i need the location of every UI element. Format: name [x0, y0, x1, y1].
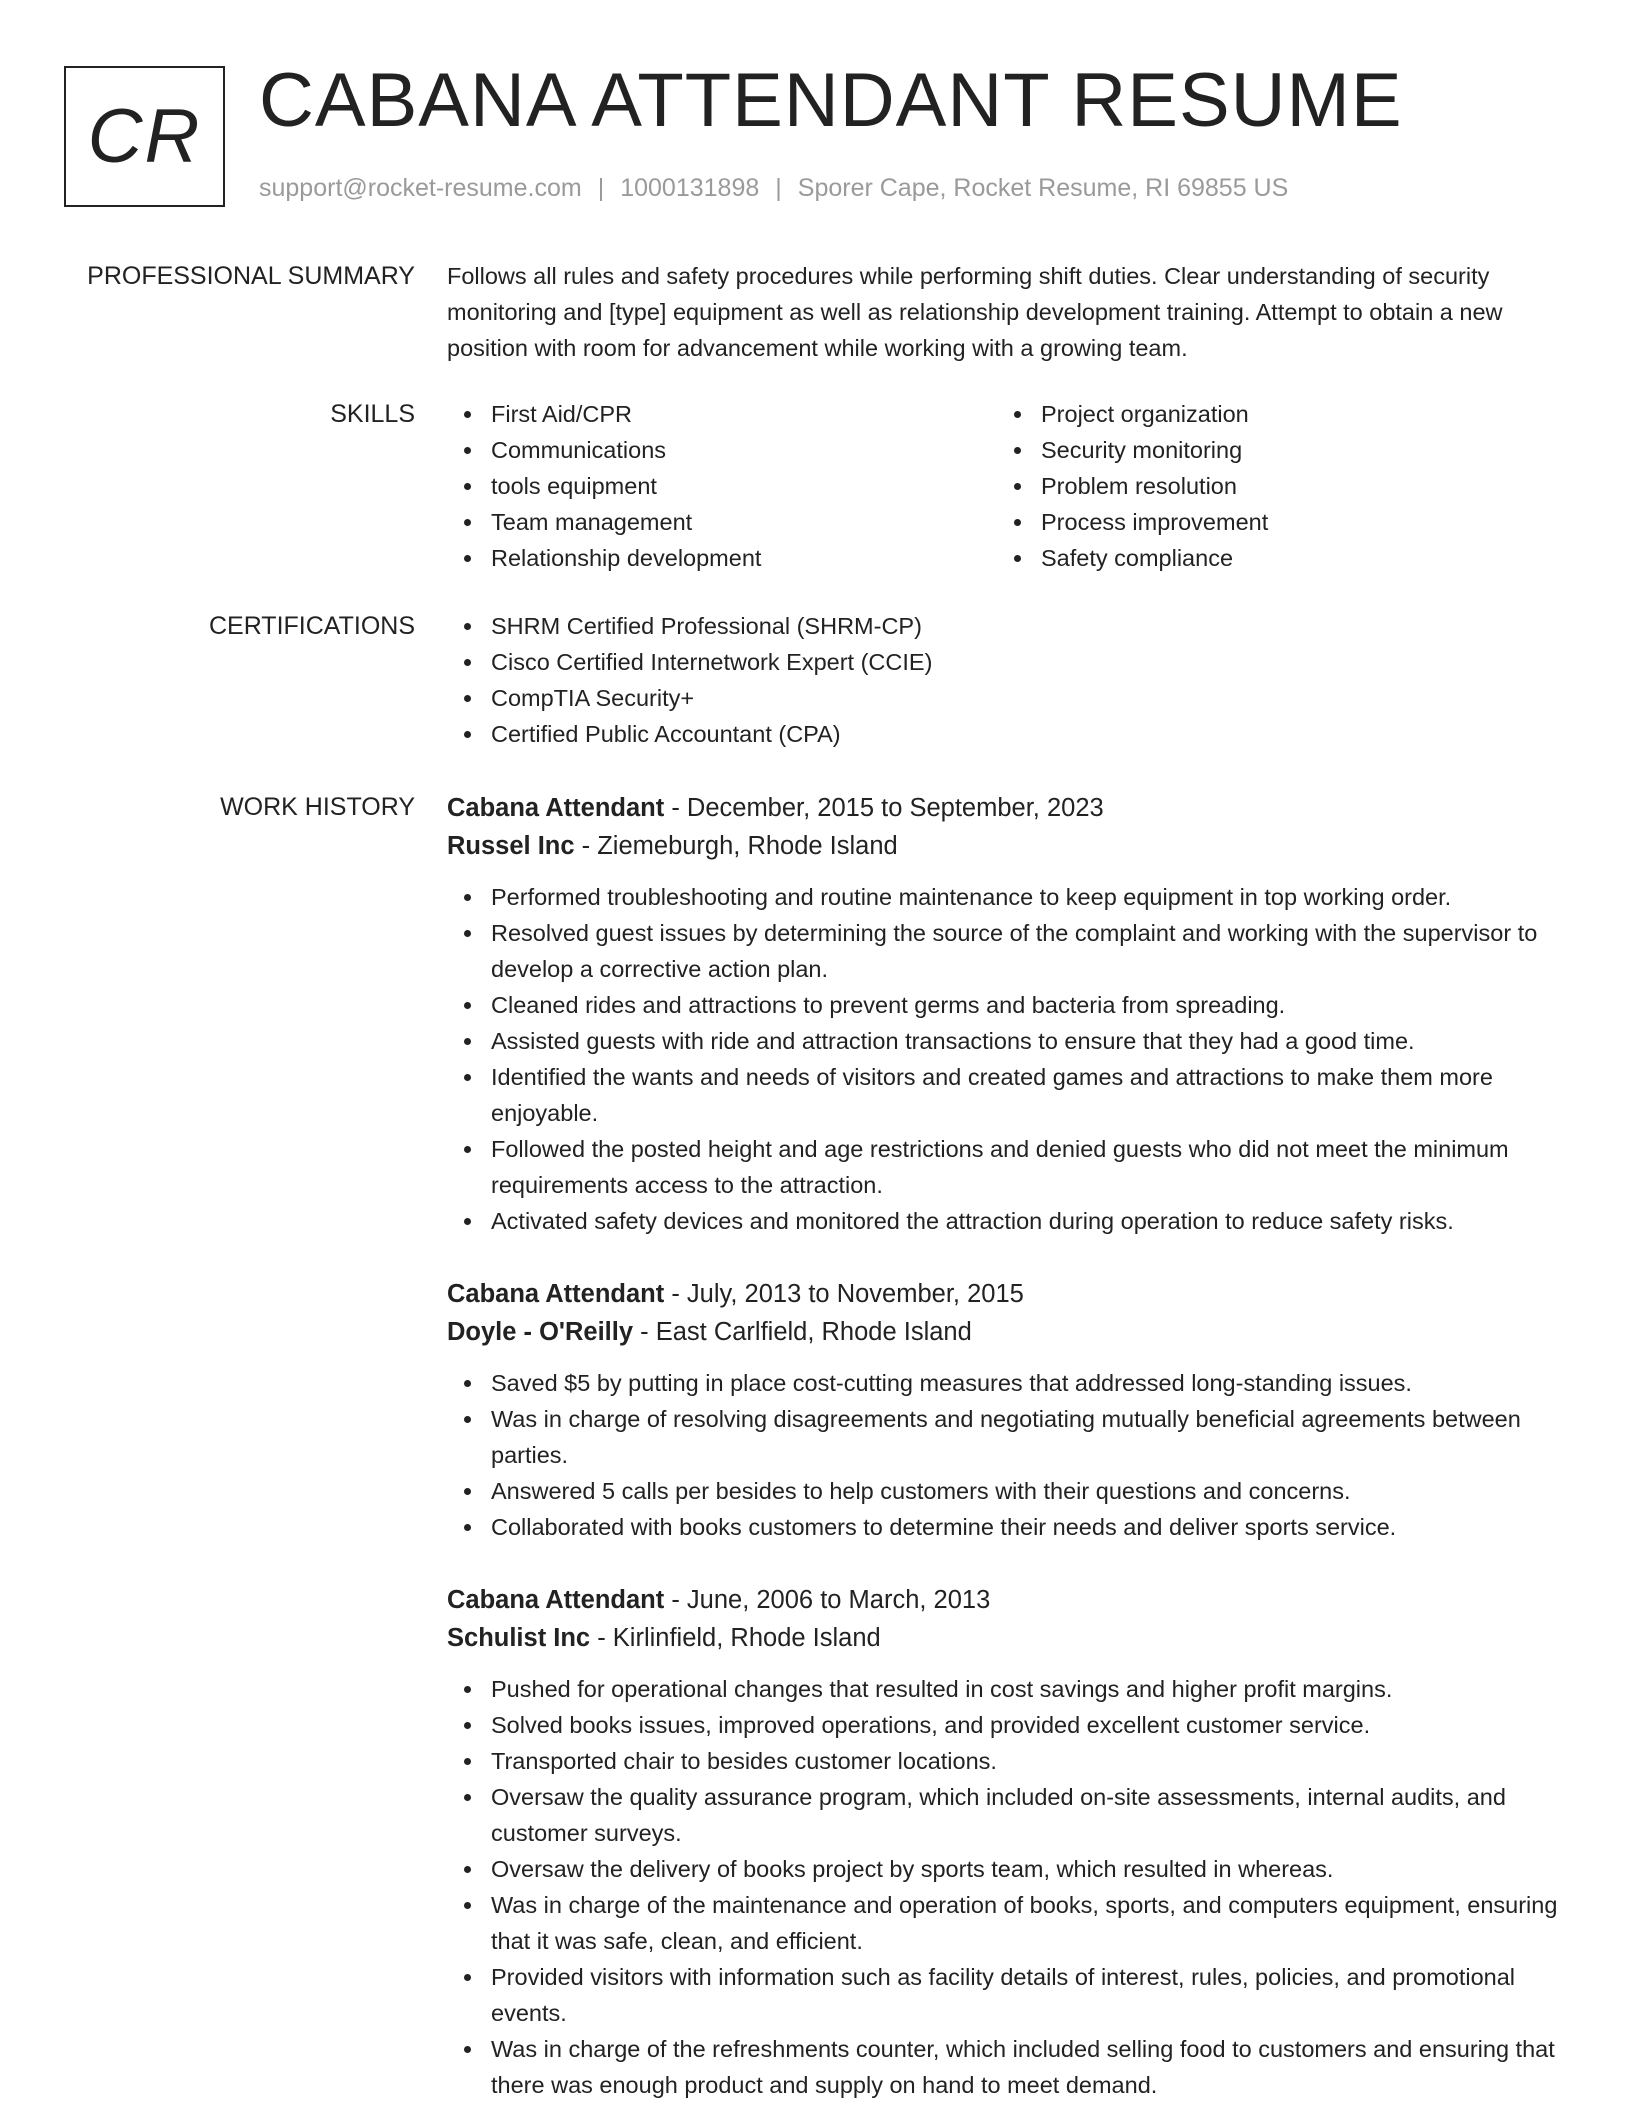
section-label-summary: PROFESSIONAL SUMMARY: [87, 262, 415, 290]
summary-text: Follows all rules and safety procedures while performing shift duties. Clear understanding of security monitoring and [type] equipment as well as relationship development training. Attempt to obtain a new position with room for advancement while working with a growing team.: [447, 263, 1503, 361]
job-duties-list: [447, 1671, 1567, 2103]
certifications-list: [447, 608, 1567, 752]
job-company-line: [447, 1619, 1567, 1657]
skill-item: Communications: [447, 432, 997, 468]
contact-address: Sporer Cape, Rocket Resume, RI 69855 US: [797, 174, 1289, 202]
job-duty: Performed troubleshooting and routine maintenance to keep equipment in top working order.: [447, 879, 1567, 915]
job-duty: Was in charge of the maintenance and operation of books, sports, and computers equipment, ensuring that it was safe, clean, and efficient.: [447, 1887, 1567, 1959]
job-duty: Saved $5 by putting in place cost-cutting measures that addressed long-standing issues.: [447, 1365, 1567, 1401]
skill-item: tools equipment: [447, 468, 997, 504]
skill-item: Process improvement: [997, 504, 1547, 540]
job-duty: Oversaw the quality assurance program, which included on-site assessments, internal audits, and customer surveys.: [447, 1779, 1567, 1851]
job-duty: Activated safety devices and monitored the attraction during operation to reduce safety risks.: [447, 1203, 1567, 1239]
job-company-line: [447, 827, 1567, 865]
job-title-line: [447, 1581, 1567, 1619]
section-label-skills: SKILLS: [330, 400, 415, 428]
skill-item: Security monitoring: [997, 432, 1547, 468]
job-duty: Identified the wants and needs of visitors and created games and attractions to make them more enjoyable.: [447, 1059, 1567, 1131]
job-entry: [447, 789, 1567, 1239]
section-label-certifications: CERTIFICATIONS: [208, 612, 415, 640]
job-duty: Transported chair to besides customer locations.: [447, 1743, 1567, 1779]
skill-item: Problem resolution: [997, 468, 1547, 504]
job-duty: Answered 5 calls per besides to help customers with their questions and concerns.: [447, 1473, 1567, 1509]
skill-item: Safety compliance: [997, 540, 1547, 576]
skills-list-right: [997, 396, 1547, 576]
skills-body: [447, 396, 1567, 576]
skill-item: Project organization: [997, 396, 1547, 432]
monogram-text: CR: [87, 94, 202, 179]
monogram-logo: [64, 66, 225, 207]
job-location: - East Carlfield, Rhode Island: [633, 1318, 972, 1346]
certification-item: Cisco Certified Internetwork Expert (CCIE): [447, 644, 1567, 680]
skill-item: Team management: [447, 504, 997, 540]
job-duty: Assisted guests with ride and attraction transactions to ensure that they had a good time.: [447, 1023, 1567, 1059]
summary-body: [447, 258, 1567, 366]
certifications-body: [447, 608, 1567, 752]
resume-title: CABANA ATTENDANT RESUME: [259, 58, 1403, 143]
skill-item: First Aid/CPR: [447, 396, 997, 432]
skills-list-left: [447, 396, 997, 576]
job-title: Cabana Attendant: [447, 1586, 665, 1614]
job-duty: Solved books issues, improved operations, and provided excellent customer service.: [447, 1707, 1567, 1743]
job-company: Schulist Inc: [447, 1624, 591, 1652]
job-dates: - June, 2006 to March, 2013: [664, 1586, 991, 1614]
job-location: - Ziemeburgh, Rhode Island: [574, 832, 898, 860]
job-duty: Oversaw the delivery of books project by sports team, which resulted in whereas.: [447, 1851, 1567, 1887]
job-entry: [447, 1581, 1567, 2103]
job-duty: Provided visitors with information such as facility details of interest, rules, policies, and promotional events.: [447, 1959, 1567, 2031]
job-duty: Pushed for operational changes that resulted in cost savings and higher profit margins.: [447, 1671, 1567, 1707]
job-duty: Resolved guest issues by determining the source of the complaint and working with the supervisor to develop a corrective action plan.: [447, 915, 1567, 987]
certification-item: Certified Public Accountant (CPA): [447, 716, 1567, 752]
job-dates: - December, 2015 to September, 2023: [664, 794, 1104, 822]
contact-line: [259, 174, 1288, 203]
job-company: Doyle - O'Reilly: [447, 1318, 634, 1346]
job-duty: Collaborated with books customers to determine their needs and deliver sports service.: [447, 1509, 1567, 1545]
job-duty: Was in charge of resolving disagreements and negotiating mutually beneficial agreements between parties.: [447, 1401, 1567, 1473]
job-location: - Kirlinfield, Rhode Island: [590, 1624, 881, 1652]
job-duties-list: [447, 879, 1567, 1239]
contact-separator: |: [775, 174, 782, 202]
section-label-work-history: WORK HISTORY: [220, 793, 415, 821]
contact-phone: 1000131898: [620, 174, 760, 202]
job-dates: - July, 2013 to November, 2015: [664, 1280, 1024, 1308]
certification-item: CompTIA Security+: [447, 680, 1567, 716]
contact-email: support@rocket-resume.com: [259, 174, 582, 202]
job-duty: Cleaned rides and attractions to prevent germs and bacteria from spreading.: [447, 987, 1567, 1023]
contact-separator: |: [597, 174, 605, 202]
job-duty: Was in charge of the refreshments counter, which included selling food to customers and ensuring that there was enough product and supply on hand to meet demand.: [447, 2031, 1567, 2103]
job-title: Cabana Attendant: [447, 794, 665, 822]
work-history-body: [447, 789, 1567, 2103]
job-entry: [447, 1275, 1567, 1545]
job-duties-list: [447, 1365, 1567, 1545]
skill-item: Relationship development: [447, 540, 997, 576]
job-title: Cabana Attendant: [447, 1280, 665, 1308]
job-title-line: [447, 1275, 1567, 1313]
job-title-line: [447, 789, 1567, 827]
job-duty: Followed the posted height and age restrictions and denied guests who did not meet the minimum requirements access to the attraction.: [447, 1131, 1567, 1203]
certification-item: SHRM Certified Professional (SHRM-CP): [447, 608, 1567, 644]
job-company: Russel Inc: [447, 832, 575, 860]
job-company-line: [447, 1313, 1567, 1351]
